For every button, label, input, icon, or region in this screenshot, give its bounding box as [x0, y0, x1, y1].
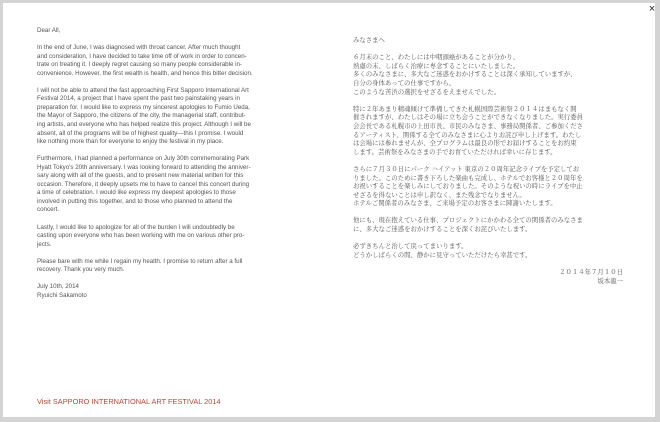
english-line: Furthermore, I had planned a performance on July 30th commemorating Park	[37, 155, 250, 163]
english-line: occasion. Therefore, it deeply upsets me to have to cancel this concert during	[37, 180, 250, 188]
japanese-line: どうかしばらくの間、静かに見守っていただけたら幸甚です。	[353, 251, 532, 259]
japanese-line: 特に２年あまり精魂傾けて準備してきた札幌国際芸術祭２０１４はまもなく開	[353, 105, 577, 113]
english-line: involved in putting this together, and to those who planned to attend the	[37, 197, 233, 205]
japanese-paragraph	[353, 54, 631, 97]
english-line: ing artists, and everyone who has helped realize this project. Although I will be	[37, 121, 251, 129]
close-icon[interactable]: ×	[648, 3, 656, 15]
japanese-line: 熟慮の末、しばらく治療に専念することにいたしました。	[353, 62, 520, 70]
english-paragraph	[37, 224, 305, 250]
english-line: like nothing more than for everyone to enjoy the festival in my place.	[37, 138, 224, 146]
english-signature: Ryuichi Sakamoto	[37, 291, 87, 299]
english-line: Hyatt Tokyo's 20th anniversary. I was looking forward to attending the anniver-	[37, 163, 251, 171]
japanese-line: るアーティスト、関係する全てのみなさまに心よりお詫び申し上げます。わたし	[353, 131, 582, 139]
english-line: the Mayor of Sapporo, the citizens of the city, the managerial staff, contribut-	[37, 112, 246, 120]
japanese-date: ２０１４年７月１０日	[559, 269, 623, 277]
english-line: Festival 2014, a project that I have spent the past two painstaking years in	[37, 95, 240, 103]
english-line: convenience. However, the first wealth is health, and hence this bitter decision.	[37, 69, 253, 77]
japanese-line: 他にも、現在抱えている仕事、プロジェクトにかかわる全ての関係者のみなさま	[353, 217, 583, 225]
english-line: I will not be able to attend the fast approaching First Sapporo International Art	[37, 86, 249, 94]
english-line: Lastly, I would like to apologize for all of the burden I will undoubtedly be	[37, 223, 235, 231]
english-paragraph	[37, 44, 305, 78]
english-line: Please bare with me while I regain my health. I promise to return after a full	[37, 257, 243, 265]
english-date: July 10th, 2014	[37, 283, 79, 291]
letter-modal	[3, 3, 655, 417]
japanese-line: は会場には参れませんが、全プログラムは最良の形でお届けすることをお約束	[353, 140, 577, 148]
japanese-paragraph	[353, 106, 631, 158]
japanese-line: お祝いすることを楽しみにしておりました。そのような祝いの時にライブを中止	[353, 183, 583, 191]
japanese-line: に、多大なご迷惑をおかけすることを深くお詫びいたします。	[353, 226, 532, 234]
japanese-line: さらに７月３０日にパーク ハイアット 東京の２０周年記念ライブを予定してお	[353, 165, 580, 173]
japanese-line: 催されますが、わたしはその場に立ち会うことができなくなりました。実行委員	[353, 114, 584, 122]
english-paragraph	[37, 87, 305, 147]
english-greeting: Dear All,	[37, 27, 61, 34]
japanese-signature: 坂本龍一	[597, 277, 623, 285]
english-line: jects.	[37, 240, 52, 248]
english-line: preparation for. I would like to express my sincerest apologies to Fumio Ueda,	[37, 103, 250, 111]
japanese-line: 多くのみなさまに、多大なご迷惑をおかけすることは深く承知していますが、	[353, 71, 577, 79]
japanese-line: りました。このために書き下ろした楽曲も完成し、ホテルでお客様と２０周年を	[353, 174, 583, 182]
english-line: and consideration, I have decided to take time off of work in order to concen-	[37, 52, 247, 60]
japanese-line: 必ずきちんと治して戻ってまいります。	[353, 243, 468, 251]
english-line: a time of celebration. I would like express my deepest apologies to those	[37, 189, 236, 197]
festival-link[interactable]: Visit SAPPORO INTERNATIONAL ART FESTIVAL 2014	[37, 397, 221, 406]
japanese-line: せざるを得ないことは申し訳なく、また残念でなりません。	[353, 191, 526, 199]
japanese-line: します。芸術祭をみなさまの手でお育ていただければ幸いに存じます。	[353, 148, 557, 156]
japanese-line: ６月末のこと、わたしには中咽頭癌があることが分かり、	[353, 54, 520, 62]
english-paragraph	[37, 155, 305, 215]
japanese-letter	[353, 37, 631, 286]
english-line: In the end of June, I was diagnosed with throat cancer. After much thought	[37, 44, 241, 52]
english-line: casting upon everyone who has been working with me on various other pro-	[37, 232, 245, 240]
japanese-line: このような苦渋の選択をせざるをえませんでした。	[353, 88, 500, 96]
english-line: concert.	[37, 206, 60, 214]
english-line: sary along with all of the guests, and to present new material written for this	[37, 172, 244, 180]
english-line: recovery. Thank you very much.	[37, 266, 125, 274]
english-letter	[37, 27, 305, 301]
japanese-paragraph	[353, 243, 631, 260]
english-line: absent, all of the programs will be of highest quality—this I promise. I would	[37, 129, 244, 137]
english-line: trate on treating it. I deeply regret causing so many people considerable in-	[37, 61, 242, 69]
japanese-line: 会会長である札幌市の上田市長、市民のみなさま、事務局関係者、ご参加くださ	[353, 122, 584, 130]
english-body	[37, 44, 305, 275]
english-paragraph	[37, 258, 305, 275]
japanese-body	[353, 54, 631, 260]
japanese-greeting: みなさまへ	[353, 37, 385, 44]
japanese-paragraph	[353, 166, 631, 209]
japanese-line: 自分の身体あっての仕事ですから、	[353, 79, 456, 87]
japanese-paragraph	[353, 217, 631, 234]
japanese-line: ホテルご関係者のみなさま、ご来場予定のお客さまに陳謝いたします。	[353, 200, 557, 208]
